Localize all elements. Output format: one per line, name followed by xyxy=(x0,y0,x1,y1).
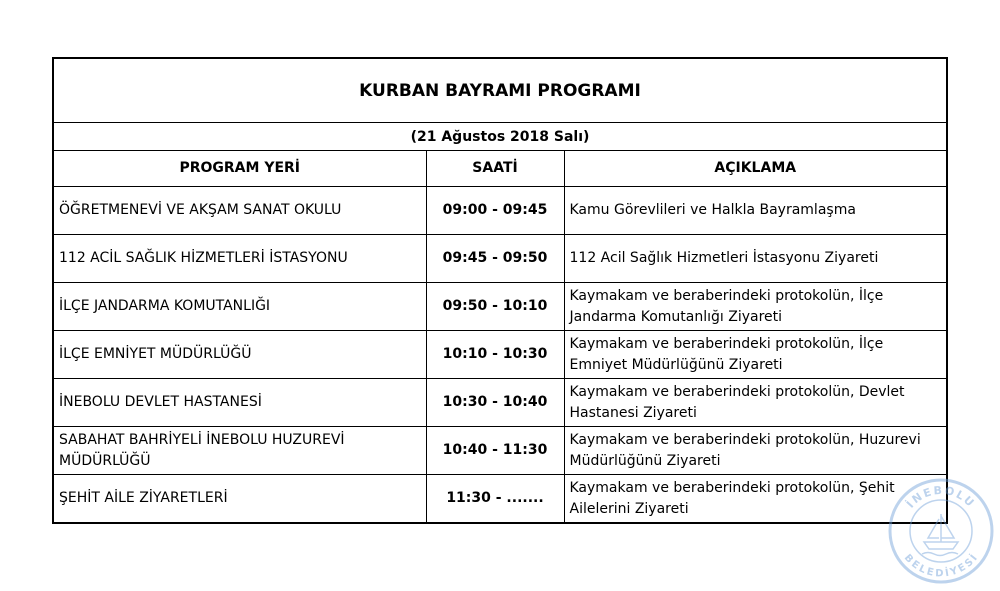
column-header-place: PROGRAM YERİ xyxy=(54,151,426,187)
document-title: KURBAN BAYRAMI PROGRAMI xyxy=(54,59,946,123)
row-place: SABAHAT BAHRİYELİ İNEBOLU HUZUREVİ MÜDÜRLÜĞÜ xyxy=(54,427,426,475)
seal-ship-icon xyxy=(922,514,958,556)
row-place: ÖĞRETMENEVİ VE AKŞAM SANAT OKULU xyxy=(54,187,426,235)
table-row xyxy=(54,379,946,427)
document-date: (21 Ağustos 2018 Salı) xyxy=(54,123,946,151)
row-time: 10:30 - 10:40 xyxy=(426,379,564,427)
row-description: Kamu Görevlileri ve Halkla Bayramlaşma xyxy=(564,187,946,235)
row-description: Kaymakam ve beraberindeki protokolün, Şehit Ailelerini Ziyareti xyxy=(564,475,946,523)
row-time: 09:50 - 10:10 xyxy=(426,283,564,331)
row-time: 09:45 - 09:50 xyxy=(426,235,564,283)
table-row xyxy=(54,331,946,379)
program-document xyxy=(52,57,948,524)
table-row xyxy=(54,187,946,235)
row-place: ŞEHİT AİLE ZİYARETLERİ xyxy=(54,475,426,523)
table-row xyxy=(54,283,946,331)
row-description: Kaymakam ve beraberindeki protokolün, Huzurevi Müdürlüğünü Ziyareti xyxy=(564,427,946,475)
program-table xyxy=(54,151,946,522)
row-time: 10:10 - 10:30 xyxy=(426,331,564,379)
row-time: 10:40 - 11:30 xyxy=(426,427,564,475)
row-place: 112 ACİL SAĞLIK HİZMETLERİ İSTASYONU xyxy=(54,235,426,283)
row-place: İLÇE EMNİYET MÜDÜRLÜĞÜ xyxy=(54,331,426,379)
seal-top-text: İNEBOLU xyxy=(903,483,978,511)
column-header-time: SAATİ xyxy=(426,151,564,187)
table-row xyxy=(54,235,946,283)
table-row xyxy=(54,475,946,523)
row-place: İLÇE JANDARMA KOMUTANLIĞI xyxy=(54,283,426,331)
row-description: Kaymakam ve beraberindeki protokolün, İlçe Jandarma Komutanlığı Ziyareti xyxy=(564,283,946,331)
column-header-description: AÇIKLAMA xyxy=(564,151,946,187)
table-row xyxy=(54,427,946,475)
seal-bottom-text: BELEDİYESİ xyxy=(901,552,981,580)
row-time: 11:30 - ....... xyxy=(426,475,564,523)
row-place: İNEBOLU DEVLET HASTANESİ xyxy=(54,379,426,427)
row-description: Kaymakam ve beraberindeki protokolün, Devlet Hastanesi Ziyareti xyxy=(564,379,946,427)
row-time: 09:00 - 09:45 xyxy=(426,187,564,235)
row-description: Kaymakam ve beraberindeki protokolün, İlçe Emniyet Müdürlüğünü Ziyareti xyxy=(564,331,946,379)
row-description: 112 Acil Sağlık Hizmetleri İstasyonu Ziyareti xyxy=(564,235,946,283)
municipality-seal-icon xyxy=(888,478,994,584)
table-header-row xyxy=(54,151,946,187)
